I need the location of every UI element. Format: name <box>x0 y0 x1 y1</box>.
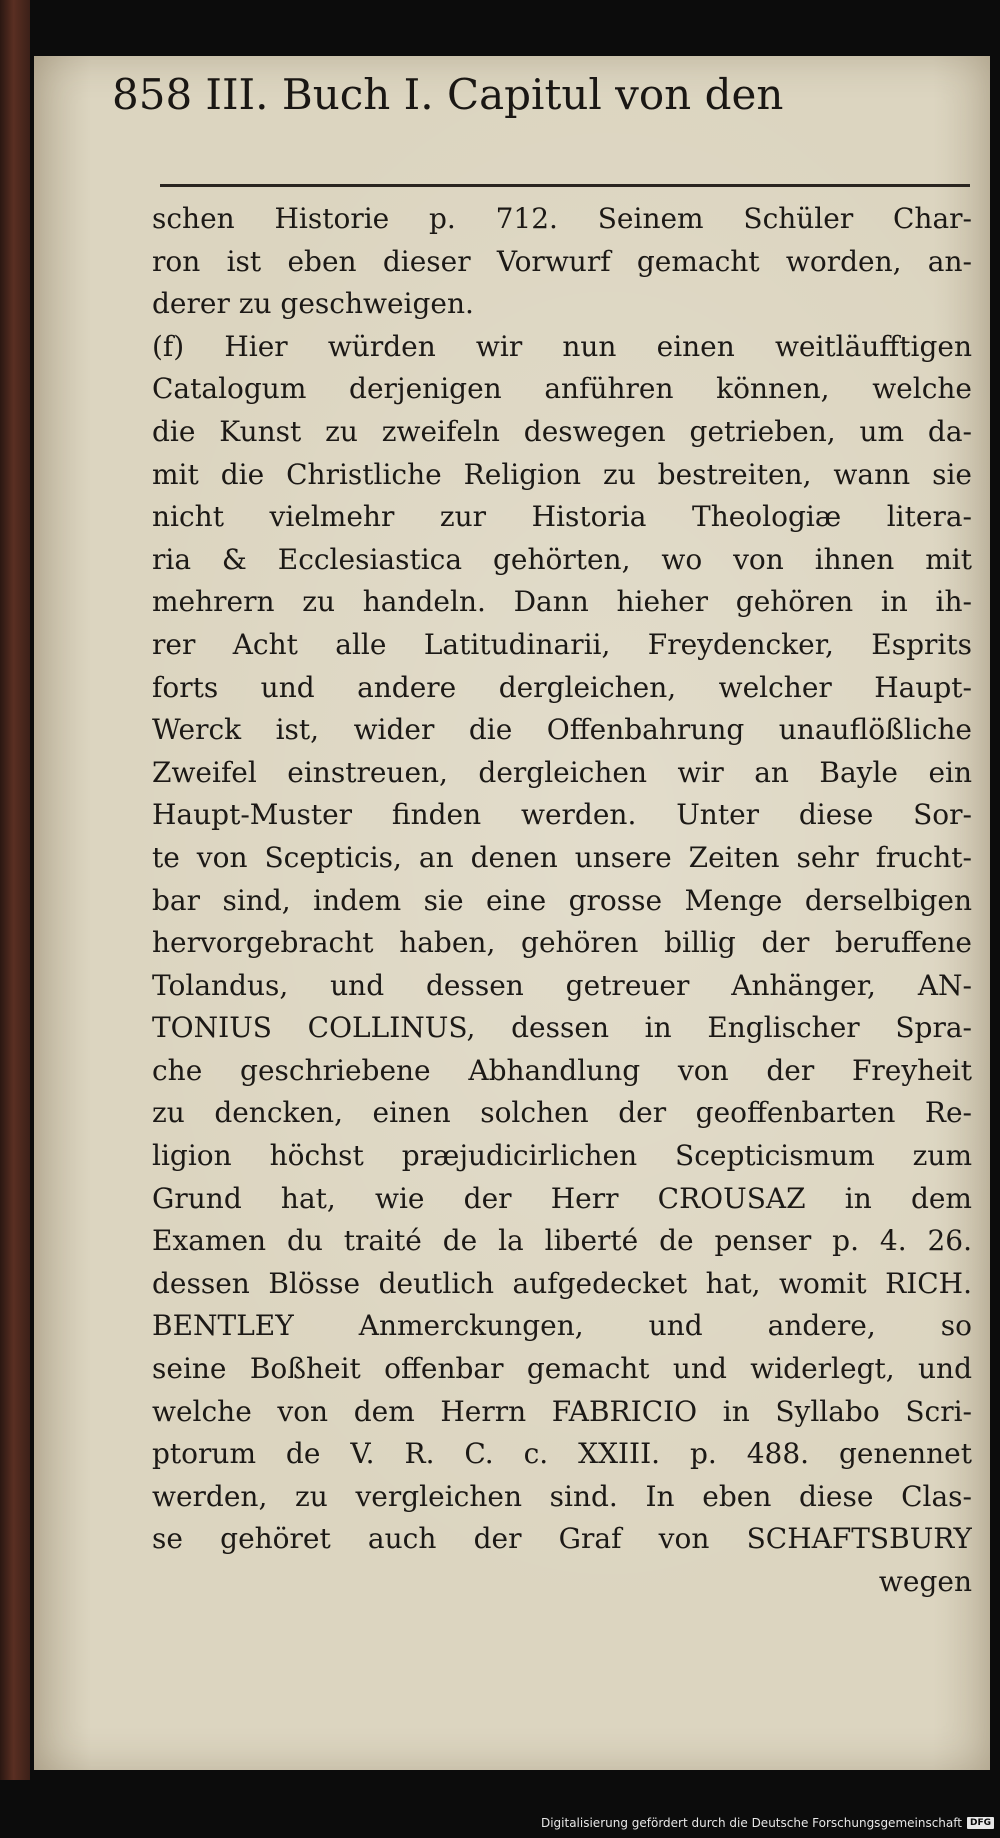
text-line: (f) Hier würden wir nun einen weitläufftigen <box>152 329 972 363</box>
text-line: schen Historie p. 712. Seinem Schüler Char- <box>152 202 972 235</box>
text-line: dessen Blösse deutlich aufgedecket hat, womit RICH. <box>152 1266 972 1300</box>
dfg-logo-icon: DFG <box>967 1817 994 1829</box>
page-number: 858 <box>112 70 193 119</box>
text-line: Werck ist, wider die Offenbahrung unauflößliche <box>152 713 972 747</box>
text-line: TONIUS COLLINUS, dessen in Englischer Spra- <box>152 1011 972 1045</box>
running-head-title: III. Buch I. Capitul von den <box>205 70 784 119</box>
text-line: Zweifel einstreuen, dergleichen wir an Bayle ein <box>152 755 972 789</box>
text-line: forts und andere dergleichen, welcher Haupt- <box>152 670 972 704</box>
text-line: mehrern zu handeln. Dann hieher gehören in ih- <box>152 585 972 619</box>
text-line: welche von dem Herrn FABRICIO in Syllabo Scri- <box>152 1394 972 1428</box>
text-line: werden, zu vergleichen sind. In eben diese Clas- <box>152 1479 972 1513</box>
credit-text: Digitalisierung gefördert durch die Deutsche Forschungsgemeinschaft <box>540 1816 962 1830</box>
text-line: ria & Ecclesiastica gehörten, wo von ihnen mit <box>152 542 972 576</box>
text-line: nicht vielmehr zur Historia Theologiæ litera- <box>152 500 972 534</box>
text-line: Tolandus, und dessen getreuer Anhänger, AN- <box>152 968 972 1002</box>
text-line: hervorgebracht haben, gehören billig der beruffene <box>152 926 972 960</box>
text-line: Haupt-Muster finden werden. Unter diese Sor- <box>152 798 972 832</box>
text-line: BENTLEY Anmerckungen, und andere, so <box>152 1309 972 1343</box>
text-line: ron ist eben dieser Vorwurf gemacht worden, an- <box>152 244 972 278</box>
text-line: ptorum de V. R. C. c. XXIII. p. 488. genennet <box>152 1437 972 1471</box>
header-rule <box>160 184 970 187</box>
text-line: se gehöret auch der Graf von SCHAFTSBURY <box>152 1522 972 1556</box>
text-line: seine Boßheit offenbar gemacht und widerlegt, und <box>152 1352 972 1386</box>
text-line: ligion höchst præjudicirlichen Scepticismum zum <box>152 1139 972 1173</box>
text-line: derer zu geschweigen. <box>152 287 474 321</box>
text-line: bar sind, indem sie eine grosse Menge derselbigen <box>152 883 972 917</box>
running-head <box>112 70 912 126</box>
book-edge <box>0 0 30 1780</box>
text-line: Grund hat, wie der Herr CROUSAZ in dem <box>152 1181 972 1215</box>
text-line: che geschriebene Abhandlung von der Freyheit <box>152 1053 972 1087</box>
catchword: wegen <box>878 1565 972 1598</box>
text-line: mit die Christliche Religion zu bestreiten, wann sie <box>152 457 972 491</box>
text-line: Examen du traité de la liberté de penser p. 4. 26. <box>152 1224 972 1258</box>
text-line: die Kunst zu zweifeln deswegen getrieben, um da- <box>152 414 972 448</box>
text-line: te von Scepticis, an denen unsere Zeiten sehr frucht- <box>152 840 972 874</box>
digitization-credit <box>541 1816 994 1830</box>
text-line: Catalogum derjenigen anführen können, welche <box>152 372 972 406</box>
text-line: zu dencken, einen solchen der geoffenbarten Re- <box>152 1096 972 1130</box>
body-text <box>152 198 972 1604</box>
text-line: rer Acht alle Latitudinarii, Freydencker, Esprits <box>152 627 972 661</box>
